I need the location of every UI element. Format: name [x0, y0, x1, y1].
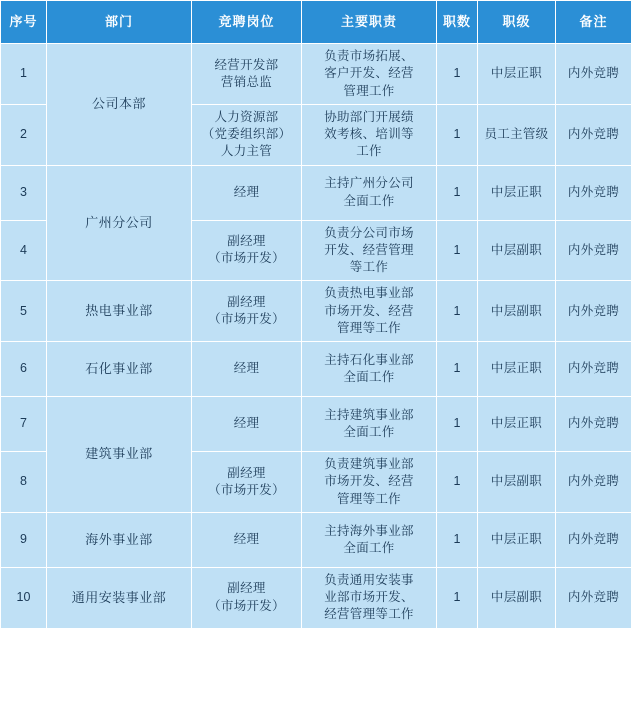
- text-line: 内外竞聘: [567, 184, 620, 199]
- cell-rank: [478, 220, 556, 281]
- text-line: 1: [453, 184, 461, 199]
- cell-duties: [302, 342, 437, 397]
- text-line: 海外事业部: [85, 531, 153, 547]
- cell-remarks: [556, 104, 631, 165]
- cell-sequence-number: [1, 567, 47, 628]
- table-row: [1, 281, 631, 342]
- text-line: 中层副职: [490, 590, 543, 604]
- cell-duties: [302, 104, 437, 165]
- cell-remarks: [556, 452, 631, 513]
- text-line: 1: [453, 416, 461, 431]
- text-line: 工作: [356, 144, 382, 159]
- text-line: 石化事业部: [85, 361, 153, 377]
- cell-position: [192, 44, 302, 105]
- text-line: 内外竞聘: [567, 361, 620, 376]
- table-row: [1, 342, 631, 397]
- text-line: 通用安装事业部: [71, 589, 167, 605]
- column-header-rank: 职级: [478, 1, 556, 44]
- text-line: （市场开发）: [208, 598, 285, 613]
- cell-remarks: [556, 44, 631, 105]
- text-line: 5: [20, 303, 27, 318]
- cell-position: [192, 104, 302, 165]
- text-line: 内外竞聘: [567, 532, 620, 547]
- cell-department: [47, 567, 192, 628]
- text-line: 经理: [233, 532, 260, 547]
- text-line: 营销总监: [220, 74, 273, 89]
- table-row: [1, 44, 631, 105]
- text-line: 员工主管级: [484, 127, 549, 141]
- text-line: 1: [453, 303, 461, 318]
- text-line: 6: [20, 361, 27, 376]
- text-line: 1: [453, 474, 461, 489]
- cell-headcount: [437, 104, 478, 165]
- text-line: 内外竞聘: [567, 590, 620, 604]
- text-line: 热电事业部: [85, 303, 153, 319]
- text-line: 中层正职: [490, 416, 543, 431]
- table-body: [1, 44, 631, 629]
- text-line: 经营开发部: [214, 57, 279, 72]
- text-line: 9: [20, 532, 27, 547]
- text-line: （市场开发）: [208, 312, 285, 327]
- cell-remarks: [556, 220, 631, 281]
- text-line: 管理等工作: [336, 320, 401, 335]
- text-line: 全面工作: [343, 193, 395, 208]
- text-line: 中层正职: [490, 66, 543, 81]
- text-line: 1: [453, 532, 461, 547]
- cell-position: [192, 452, 302, 513]
- cell-remarks: [556, 567, 631, 628]
- text-line: 主持广州分公司: [324, 176, 414, 191]
- text-line: 经理: [233, 416, 260, 431]
- text-line: 全面工作: [343, 540, 395, 555]
- text-line: 中层副职: [490, 242, 543, 257]
- cell-position: [192, 342, 302, 397]
- text-line: 主持海外事业部: [324, 523, 414, 538]
- text-line: 全面工作: [343, 425, 395, 439]
- cell-headcount: [437, 220, 478, 281]
- text-line: 内外竞聘: [567, 66, 620, 81]
- table-header: [1, 1, 631, 44]
- cell-sequence-number: [1, 342, 47, 397]
- text-line: 负责通用安装事: [324, 572, 414, 587]
- cell-headcount: [437, 512, 478, 567]
- cell-headcount: [437, 452, 478, 513]
- text-line: 内外竞聘: [567, 474, 620, 489]
- cell-department: [47, 44, 192, 166]
- text-line: 协助部门开展绩: [324, 109, 414, 124]
- text-line: 1: [20, 66, 27, 81]
- text-line: 1: [453, 66, 461, 81]
- text-line: 负责建筑事业部: [324, 457, 414, 471]
- text-line: 10: [16, 590, 31, 604]
- cell-position: [192, 567, 302, 628]
- text-line: 内外竞聘: [567, 127, 620, 141]
- column-header-remarks: 备注: [556, 1, 631, 44]
- text-line: 主持石化事业部: [324, 352, 414, 367]
- text-line: 中层正职: [490, 184, 543, 199]
- text-line: 1: [453, 361, 461, 376]
- cell-headcount: [437, 44, 478, 105]
- text-line: 公司本部: [91, 96, 146, 112]
- text-line: 1: [453, 242, 461, 257]
- text-line: 市场开发、经营: [324, 303, 414, 318]
- text-line: 开发、经营管理: [324, 242, 414, 257]
- cell-duties: [302, 220, 437, 281]
- text-line: 负责热电事业部: [324, 286, 414, 301]
- cell-rank: [478, 104, 556, 165]
- text-line: 经理: [233, 361, 260, 376]
- cell-rank: [478, 281, 556, 342]
- cell-position: [192, 512, 302, 567]
- cell-rank: [478, 165, 556, 220]
- text-line: 等工作: [349, 260, 389, 274]
- text-line: 8: [20, 474, 27, 489]
- table-row: [1, 567, 631, 628]
- cell-sequence-number: [1, 397, 47, 452]
- cell-position: [192, 220, 302, 281]
- cell-position: [192, 165, 302, 220]
- text-line: 管理工作: [343, 83, 395, 98]
- text-line: 经理: [233, 184, 260, 199]
- cell-department: [47, 281, 192, 342]
- text-line: 7: [20, 416, 27, 431]
- text-line: 业部市场开发、: [324, 590, 414, 604]
- text-line: 副经理: [227, 234, 266, 249]
- text-line: 管理等工作: [336, 491, 401, 506]
- text-line: 效考核、培训等: [324, 127, 414, 141]
- text-line: （党委组织部）: [201, 127, 292, 141]
- cell-rank: [478, 567, 556, 628]
- cell-remarks: [556, 165, 631, 220]
- cell-sequence-number: [1, 220, 47, 281]
- cell-headcount: [437, 397, 478, 452]
- cell-department: [47, 342, 192, 397]
- cell-department: [47, 512, 192, 567]
- cell-headcount: [437, 281, 478, 342]
- text-line: 2: [20, 127, 27, 141]
- cell-rank: [478, 342, 556, 397]
- text-line: 中层正职: [490, 532, 543, 547]
- column-header-duties: 主要职责: [302, 1, 437, 44]
- text-line: 主持建筑事业部: [324, 407, 414, 422]
- text-line: （市场开发）: [208, 251, 285, 266]
- column-header-department: 部门: [47, 1, 192, 44]
- cell-remarks: [556, 512, 631, 567]
- column-header-no: 序号: [1, 1, 47, 44]
- text-line: 人力主管: [220, 144, 273, 159]
- text-line: 1: [453, 590, 461, 604]
- cell-duties: [302, 165, 437, 220]
- column-header-position: 竞聘岗位: [192, 1, 302, 44]
- cell-department: [47, 165, 192, 281]
- cell-department: [47, 397, 192, 513]
- table-row: [1, 165, 631, 220]
- cell-rank: [478, 397, 556, 452]
- text-line: 副经理: [227, 581, 266, 596]
- text-line: 客户开发、经营: [324, 66, 414, 81]
- cell-sequence-number: [1, 452, 47, 513]
- text-line: 广州分公司: [85, 214, 153, 230]
- cell-sequence-number: [1, 281, 47, 342]
- text-line: 人力资源部: [214, 109, 279, 124]
- cell-position: [192, 397, 302, 452]
- text-line: 全面工作: [343, 370, 395, 384]
- cell-sequence-number: [1, 104, 47, 165]
- text-line: 市场开发、经营: [324, 474, 414, 489]
- text-line: 负责市场拓展、: [324, 49, 414, 63]
- text-line: 中层副职: [490, 303, 543, 318]
- text-line: 副经理: [227, 465, 266, 480]
- text-line: （市场开发）: [208, 482, 285, 497]
- cell-rank: [478, 44, 556, 105]
- cell-duties: [302, 397, 437, 452]
- cell-sequence-number: [1, 512, 47, 567]
- text-line: 负责分公司市场: [324, 225, 414, 240]
- text-line: 1: [453, 127, 461, 141]
- text-line: 内外竞聘: [567, 303, 620, 318]
- text-line: 副经理: [227, 294, 266, 309]
- cell-headcount: [437, 342, 478, 397]
- cell-headcount: [437, 567, 478, 628]
- cell-duties: [302, 512, 437, 567]
- cell-duties: [302, 281, 437, 342]
- cell-duties: [302, 452, 437, 513]
- table-row: [1, 397, 631, 452]
- text-line: 内外竞聘: [567, 416, 620, 431]
- text-line: 3: [20, 184, 27, 199]
- text-line: 中层副职: [490, 474, 543, 489]
- text-line: 经营管理等工作: [324, 607, 414, 622]
- column-header-headcount: 职数: [437, 1, 478, 44]
- cell-duties: [302, 44, 437, 105]
- cell-remarks: [556, 342, 631, 397]
- text-line: 4: [20, 242, 27, 257]
- cell-headcount: [437, 165, 478, 220]
- cell-remarks: [556, 397, 631, 452]
- cell-position: [192, 281, 302, 342]
- cell-sequence-number: [1, 165, 47, 220]
- text-line: 建筑事业部: [85, 446, 153, 462]
- cell-rank: [478, 452, 556, 513]
- text-line: 内外竞聘: [567, 242, 620, 257]
- table-row: [1, 512, 631, 567]
- cell-remarks: [556, 281, 631, 342]
- cell-duties: [302, 567, 437, 628]
- text-line: 中层正职: [490, 361, 543, 376]
- cell-sequence-number: [1, 44, 47, 105]
- header-row: [1, 1, 631, 44]
- cell-rank: [478, 512, 556, 567]
